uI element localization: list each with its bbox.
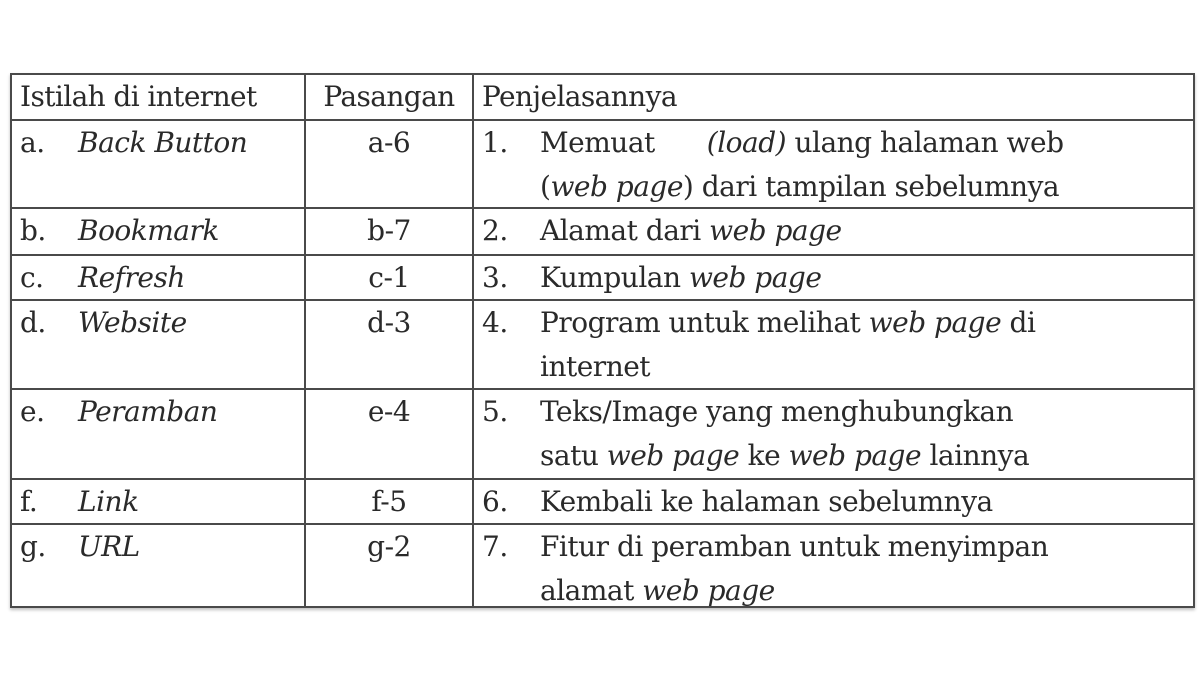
- term-text: Refresh: [78, 261, 185, 294]
- term-text: Bookmark: [78, 214, 219, 247]
- explanation-text: Program untuk melihat: [540, 306, 869, 339]
- table-row: [12, 254, 1193, 299]
- table-row: [12, 119, 1193, 207]
- explanation-italic: web page: [788, 439, 922, 472]
- term-text: URL: [78, 530, 140, 563]
- explanation-text: Teks/Image yang menghubungkan: [540, 395, 1014, 428]
- table-row: [12, 207, 1193, 254]
- header-cell-term: [12, 75, 304, 119]
- term-cell: [12, 390, 304, 478]
- matching-table: [10, 73, 1195, 608]
- explanation-italic: web page: [642, 574, 775, 607]
- explanation-italic: web page: [606, 439, 740, 472]
- explanation-text: Kembali ke halaman sebelumnya: [540, 485, 993, 518]
- explanation-number: 6.: [482, 485, 508, 518]
- term-cell: [12, 256, 304, 299]
- explanation-text: di: [1001, 306, 1036, 339]
- term-letter: c.: [20, 261, 44, 294]
- explanation-text: ) dari tampilan sebelumnya: [682, 170, 1060, 203]
- term-cell: [12, 301, 304, 388]
- explanation-text: Kumpulan: [540, 261, 689, 294]
- pair-cell: [304, 301, 472, 388]
- explanation-number: 4.: [482, 306, 508, 339]
- pair-cell: [304, 209, 472, 254]
- table-row: [12, 478, 1193, 523]
- explanation-number: 2.: [482, 214, 508, 247]
- explanation-cell: [472, 301, 1193, 388]
- pair-text: e-4: [367, 395, 411, 428]
- explanation-text: Memuat: [540, 126, 655, 159]
- pair-cell: [304, 121, 472, 207]
- term-letter: g.: [20, 530, 46, 563]
- explanation-text: ke: [739, 439, 789, 472]
- explanation-text: (: [540, 170, 551, 203]
- explanation-cell: [472, 525, 1193, 606]
- explanation-text: Alamat dari: [540, 214, 710, 247]
- header-pair-label: Pasangan: [323, 80, 455, 113]
- header-cell-pair: [304, 75, 472, 119]
- explanation-number: 3.: [482, 261, 508, 294]
- term-letter: f.: [20, 485, 38, 518]
- term-text: Website: [78, 306, 187, 339]
- explanation-text: satu: [540, 439, 607, 472]
- explanation-italic: web page: [868, 306, 1002, 339]
- explanation-text: internet: [540, 350, 651, 383]
- term-cell: [12, 121, 304, 207]
- pair-text: b-7: [367, 214, 411, 247]
- explanation-cell: [472, 209, 1193, 254]
- explanation-number: 7.: [482, 530, 508, 563]
- pair-text: d-3: [367, 306, 411, 339]
- explanation-italic: web page: [550, 170, 683, 203]
- term-cell: [12, 525, 304, 606]
- table-row: [12, 299, 1193, 388]
- explanation-text: ulang halaman web: [786, 126, 1064, 159]
- table-row: [12, 523, 1193, 606]
- pair-cell: [304, 390, 472, 478]
- pair-text: f-5: [371, 485, 407, 518]
- term-letter: d.: [20, 306, 46, 339]
- explanation-italic: web page: [709, 214, 842, 247]
- explanation-text: alamat: [540, 574, 643, 607]
- header-term-label: Istilah di internet: [20, 80, 257, 113]
- explanation-text: lainnya: [921, 439, 1030, 472]
- term-letter: a.: [20, 126, 45, 159]
- term-cell: [12, 480, 304, 523]
- explanation-cell: [472, 480, 1193, 523]
- explanation-number: 1.: [482, 126, 508, 159]
- header-cell-explanation: [472, 75, 1193, 119]
- explanation-text: Fitur di peramban untuk menyimpan: [540, 530, 1049, 563]
- pair-text: g-2: [367, 530, 411, 563]
- explanation-cell: [472, 390, 1193, 478]
- header-explanation-label: Penjelasannya: [482, 80, 677, 113]
- pair-cell: [304, 256, 472, 299]
- explanation-cell: [472, 256, 1193, 299]
- table-row: [12, 388, 1193, 478]
- explanation-cell: [472, 121, 1193, 207]
- pair-cell: [304, 525, 472, 606]
- term-letter: e.: [20, 395, 45, 428]
- explanation-number: 5.: [482, 395, 508, 428]
- pair-text: c-1: [368, 261, 410, 294]
- term-text: Peramban: [78, 395, 218, 428]
- pair-text: a-6: [367, 126, 411, 159]
- term-cell: [12, 209, 304, 254]
- term-letter: b.: [20, 214, 46, 247]
- pair-cell: [304, 480, 472, 523]
- explanation-italic: web page: [688, 261, 822, 294]
- explanation-italic: (load): [706, 126, 787, 159]
- term-text: Link: [78, 485, 139, 518]
- table-header-row: [12, 75, 1193, 119]
- term-text: Back Button: [78, 126, 248, 159]
